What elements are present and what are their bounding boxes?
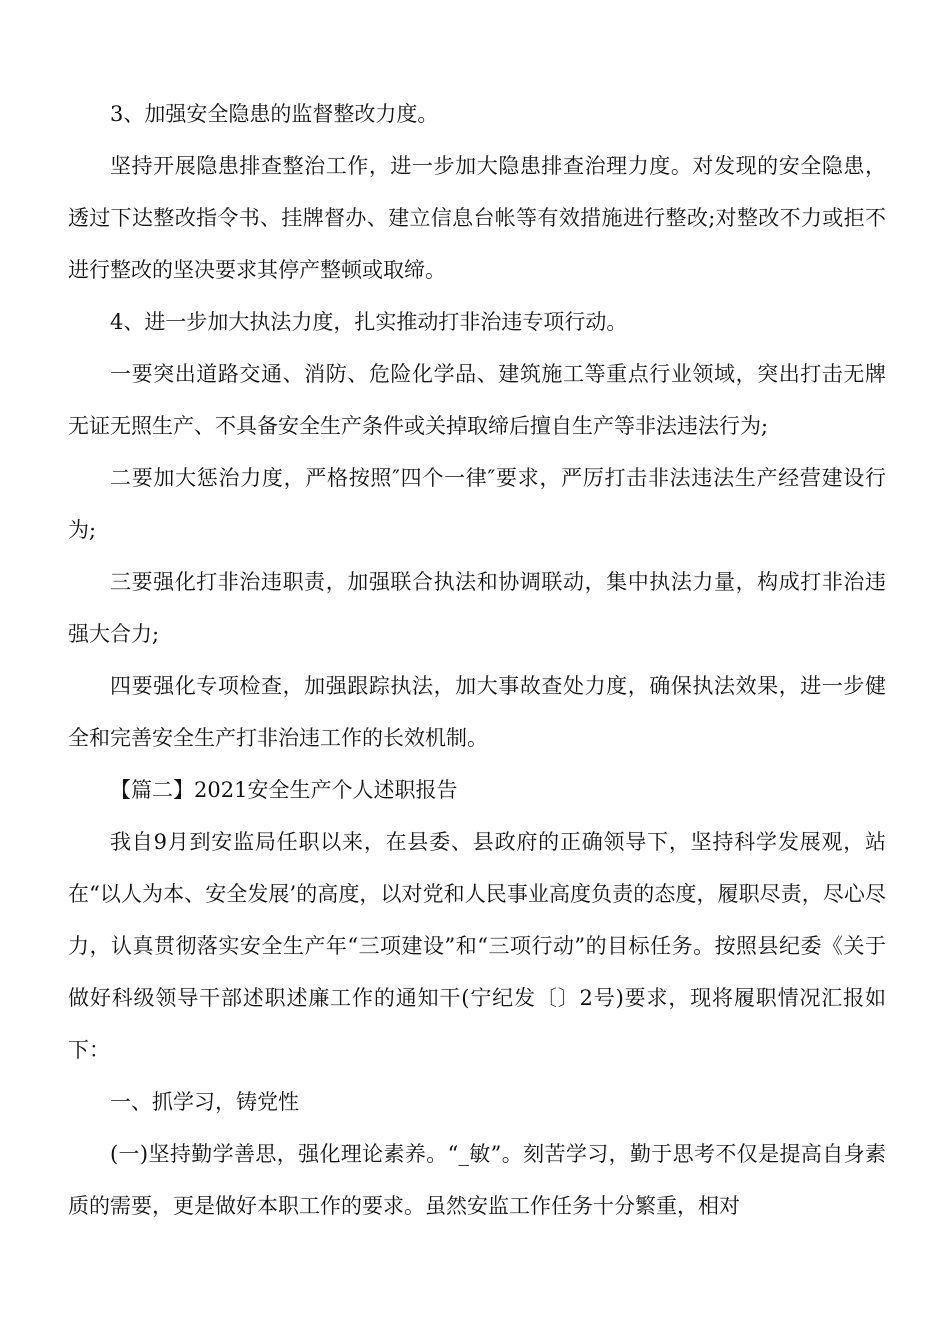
section-heading-1: 一、抓学习，铸党性 [110, 1090, 299, 1114]
body-paragraph: 三要强化打非治违职责，加强联合执法和协调联动，集中执法力量，构成打非治违强大合力; [68, 570, 886, 646]
body-paragraph: 一要突出道路交通、消防、危险化学品、建筑施工等重点行业领域，突出打击无牌无证无照生产、不具备安全生产条件或关掉取缔后擅自生产等非法违法行为; [68, 362, 886, 438]
body-paragraph: 四要强化专项检查，加强跟踪执法，加大事故查处力度，确保执法效果，进一步健全和完善安全生产打非治违工作的长效机制。 [68, 674, 886, 750]
body-paragraph: 二要加大惩治力度，严格按照″四个一律″要求，严厉打击非法违法生产经营建设行为; [68, 466, 886, 542]
article-title: 【篇二】2021安全生产个人述职报告 [110, 778, 458, 802]
body-paragraph: 我自9月到安监局任职以来，在县委、县政府的正确领导下，坚持科学发展观，站在“以人为本、安全发展’的高度，以对党和人民事业高度负责的态度，履职尽责，尽心尽力，认真贯彻落实安全生产年“三项建设”和“三项行动”的目标任务。按照县纪委《关于做好科级领导干部述职述廉工作的通知干(宁纪发〔〕2号)要求，现将履职情况汇报如下： [68, 830, 886, 1062]
document-page [68, 88, 886, 1232]
body-paragraph: (一)坚持勤学善思，强化理论素养。“_敏”。刻苦学习，勤于思考不仅是提高自身素质的需要，更是做好本职工作的要求。虽然安监工作任务十分繁重，相对 [68, 1142, 886, 1218]
section-heading-3: 3、加强安全隐患的监督整改力度。 [110, 102, 439, 126]
body-paragraph: 坚持开展隐患排查整治工作，进一步加大隐患排查治理力度。对发现的安全隐患，透过下达整改指令书、挂牌督办、建立信息台帐等有效措施进行整改;对整改不力或拒不进行整改的坚决要求其停产整顿或取缔。 [68, 154, 886, 282]
section-heading-4: 4、进一步加大执法力度，扎实推动打非治违专项行动。 [110, 310, 628, 334]
